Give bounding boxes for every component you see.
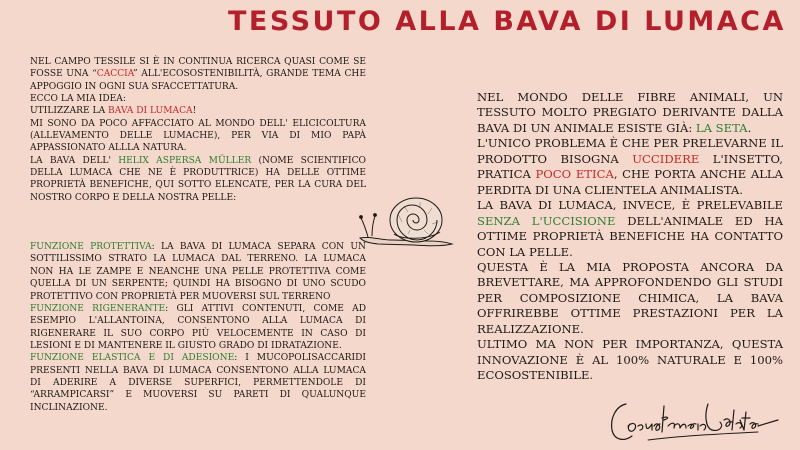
body-text: (NOME SCIENTIFICO DELLA LUMACA CHE NE È PRODUTTRICE) HA DELLE OTTIME PROPRIETÀ BENEFICHE, QUI SOTTO ELENCATE, PER LA CURA DEL NOSTRO CORPO E DELLA NOSTRA PELLE: [30,155,366,203]
right-paragraph-proposal: QUESTA È LA MIA PROPOSTA ANCORA DA BREVETTARE, MA APPROFONDENDO GLI STUDI PER COMPOSIZIONE CHIMICA, LA BAVA OFFRIREBBE OTTIME PRESTAZIONI PER LA REALIZZAZIONE. [477,259,783,336]
right-paragraph-problem [477,136,783,198]
highlight-text: POCO ETICA [535,167,614,182]
highlight-text: FUNZIONE ELASTICA E DI ADESIONE [30,353,235,364]
spacer [30,204,366,241]
body-text: DELL'ANIMALE ED HA OTTIME PROPRIETÀ BENEFICHE HA CONTATTO CON LA PELLE. [477,213,783,259]
body-text: NEL CAMPO TESSILE SI È IN CONTINUA RICERCA QUASI COME SE FOSSE UNA “ [30,57,366,80]
body-text: L'UNICO PROBLEMA È CHE PER PRELEVARNE IL PRODOTTO BISOGNA [477,136,783,166]
highlight-text: LA SETA [695,120,748,135]
use-line [30,105,366,117]
right-column [477,90,783,384]
highlight-text: FUNZIONE RIGENERANTE [30,303,166,314]
body-text: LA BAVA DELL' [30,155,119,166]
body-text: L'INSETTO, PRATICA [477,151,783,182]
body-text: ! [192,106,197,117]
body-text: : LA BAVA DI LUMACA SEPARA CON UN SOTTILISSIMO STRATO LA LUMACA DAL TERRENO. LA LUMACA NON HA LE ZAMPE E NEANCHE UNA PELLE PROTETTIVA COME QUELLA DI UN SERPENTE; QUINDI HA BISOGNO DI UNO SCUDO PROTETTIVO CON PROPRIETÀ PER MUOVERSI SUL TERRENO [30,242,366,302]
function-protettiva [30,241,366,303]
highlight-text: HELIX ASPERSA MÜLLER [118,155,252,166]
body-text: NEL MONDO DELLE FIBRE ANIMALI, UN TESSUTO MOLTO PREGIATO DERIVANTE DALLA BAVA DI UN ANIMALE ESISTE GIÀ: [477,90,783,135]
left-column [30,56,366,414]
function-rigenerante [30,303,366,352]
signature [608,396,780,448]
elicicoltura-paragraph: MI SONO DA POCO AFFACCIATO AL MONDO DELL' ELICICOLTURA (ALLEVAMENTO DELLE LUMACHE), PER VIA DI MIO PAPÀ APPASSIONATO ALLLA NATURA. [30,118,366,154]
highlight-text: SENZA L'UCCISIONE [477,213,616,228]
highlight-text: BAVA DI LUMACA [108,106,193,117]
highlight-text: FUNZIONE PROTETTIVA [30,242,152,253]
highlight-text: CACCIA [96,69,133,80]
page-title: TESSUTO ALLA BAVA DI LUMACA [228,6,786,37]
function-elastica [30,352,366,414]
body-text: LA BAVA DI LUMACA, INVECE, È PRELEVABILE [477,198,783,213]
right-paragraph-snail-slime [477,198,783,260]
idea-line: ECCO LA MIA IDEA: [30,94,126,105]
right-paragraph-silk [477,90,783,136]
page-title-wrap [228,6,786,40]
body-text: UTILIZZARE LA [30,106,109,117]
helix-paragraph [30,155,366,204]
highlight-text: UCCIDERE [632,151,700,166]
body-text: , CHE PORTA ANCHE ALLA PERDITA DI UNA CLIENTELA ANIMALISTA. [477,167,783,197]
intro-paragraph [30,56,366,93]
right-paragraph-natural: ULTIMO MA NON PER IMPORTANZA, QUESTA INNOVAZIONE È AL 100% NATURALE E 100% ECOSOSTENIBILE. [477,337,783,383]
body-text: ” ALL'ECOSOSTENIBILITÀ, GRANDE TEMA CHE APPOGGIO IN OGNI SUA SFACCETTATURA. [30,69,366,92]
body-text: : GLI ATTIVI CONTENUTI, COME AD ESEMPIO L'ALLANTOINA, CONSENTONO ALLA LUMACA DI RIGENERARE IL SUO CORPO PIÙ VELOCEMENTE IN CASO DI LESIONI E DI MANTENERE IL GIUSTO GRADO DI IDRATAZIONE. [30,303,367,351]
snail-illustration [358,194,456,252]
body-text: . [747,120,752,135]
body-text: : I MUCOPOLISACCARIDI PRESENTI NELLA BAVA DI LUMACA CONSENTONO ALLA LUMACA DI ADERIRE A DIVERSE SUPERFICI, PERMETTENDOLE DI “ARRAMPICARSI” E MUOVERSI SU PARETI DI QUALUNQUE INCLINAZIONE. [30,353,366,413]
